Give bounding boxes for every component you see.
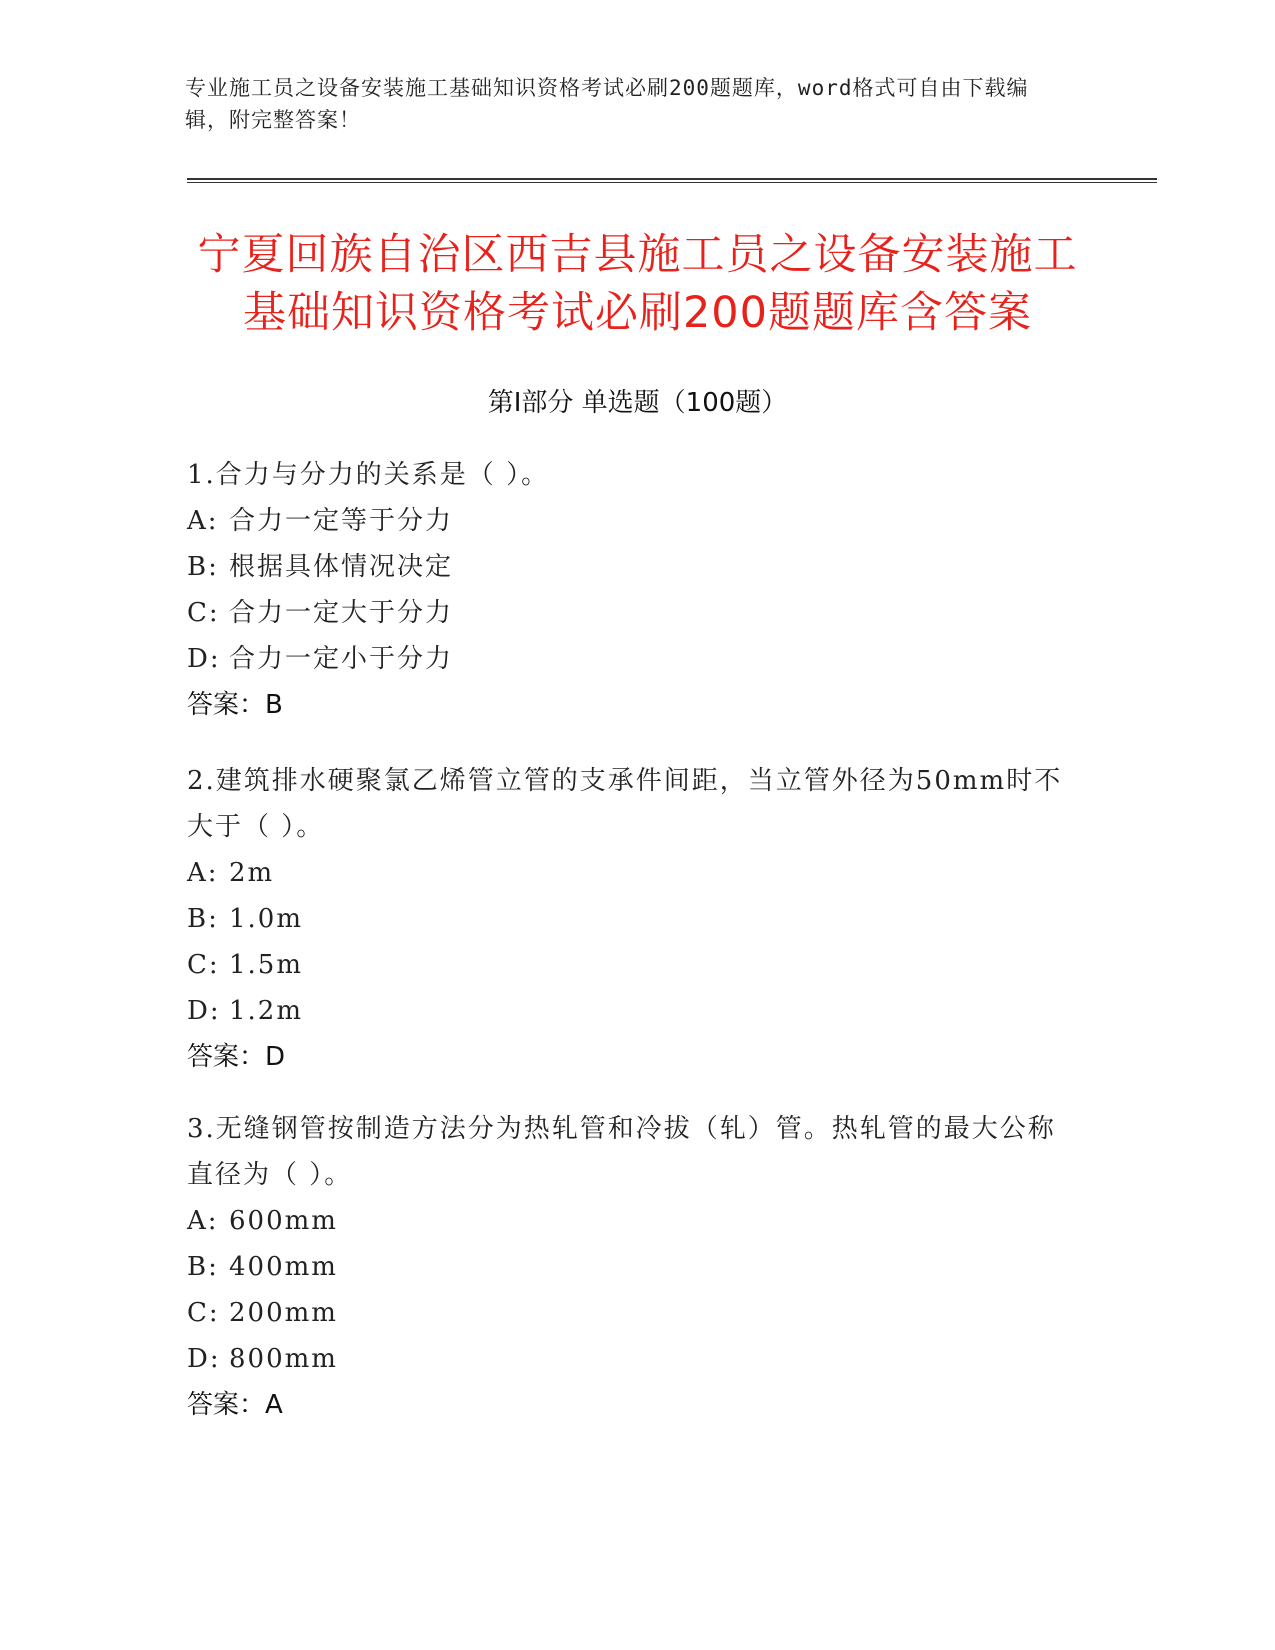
option-label: C:	[187, 598, 220, 628]
question-1	[187, 452, 1077, 728]
option-text: 根据具体情况决定	[229, 552, 454, 582]
option-label: A:	[187, 1206, 219, 1236]
option-label: B:	[187, 904, 219, 934]
option-d	[187, 1336, 1077, 1382]
question-text: 1.合力与分力的关系是（ ）。	[187, 460, 550, 490]
answer-prefix: 答案：	[187, 1390, 266, 1420]
answer-line	[187, 1034, 1077, 1080]
option-text: 1.2m	[229, 996, 304, 1026]
option-label: C:	[187, 1298, 220, 1328]
section-heading: 第Ⅰ部分 单选题（100题）	[487, 388, 788, 418]
answer-value: D	[265, 1042, 286, 1072]
option-d	[187, 636, 1077, 682]
option-b	[187, 896, 1077, 942]
option-b	[187, 544, 1077, 590]
question-text: 3.无缝钢管按制造方法分为热轧管和冷拔（轧）管。热轧管的最大公称直径为（ ）。	[187, 1114, 1056, 1190]
option-label: A:	[187, 506, 219, 536]
option-a	[187, 850, 1077, 896]
option-label: A:	[187, 858, 219, 888]
option-text: 1.0m	[229, 904, 304, 934]
option-text: 1.5m	[229, 950, 304, 980]
answer-prefix: 答案：	[187, 1042, 266, 1072]
question-2	[187, 758, 1077, 1080]
answer-prefix: 答案：	[187, 690, 266, 720]
answer-value: A	[265, 1390, 283, 1420]
option-text: 200mm	[229, 1298, 338, 1328]
option-label: D:	[187, 644, 221, 674]
answer-line	[187, 1382, 1077, 1428]
option-a	[187, 498, 1077, 544]
option-label: B:	[187, 552, 219, 582]
header-divider-thin	[187, 182, 1157, 183]
option-a	[187, 1198, 1077, 1244]
option-text: 合力一定大于分力	[229, 598, 454, 628]
option-text: 800mm	[229, 1344, 338, 1374]
answer-value: B	[265, 690, 283, 720]
option-label: D:	[187, 1344, 221, 1374]
header-note: 专业施工员之设备安装施工基础知识资格考试必刷200题题库，word格式可自由下载编辑，附完整答案！	[185, 76, 1029, 132]
option-text: 合力一定小于分力	[229, 644, 454, 674]
option-text: 400mm	[229, 1252, 338, 1282]
option-text: 合力一定等于分力	[229, 506, 454, 536]
document-title: 宁夏回族自治区西吉县施工员之设备安装施工基础知识资格考试必刷200题题库含答案	[197, 230, 1078, 338]
header-divider	[187, 178, 1157, 180]
option-label: B:	[187, 1252, 219, 1282]
option-label: C:	[187, 950, 220, 980]
option-b	[187, 1244, 1077, 1290]
option-text: 600mm	[229, 1206, 338, 1236]
option-text: 2m	[229, 858, 275, 888]
option-c	[187, 942, 1077, 988]
question-3	[187, 1106, 1077, 1428]
option-c	[187, 590, 1077, 636]
option-c	[187, 1290, 1077, 1336]
option-d	[187, 988, 1077, 1034]
question-text: 2.建筑排水硬聚氯乙烯管立管的支承件间距，当立管外径为50mm时不大于（ ）。	[187, 766, 1063, 842]
option-label: D:	[187, 996, 221, 1026]
answer-line	[187, 682, 1077, 728]
